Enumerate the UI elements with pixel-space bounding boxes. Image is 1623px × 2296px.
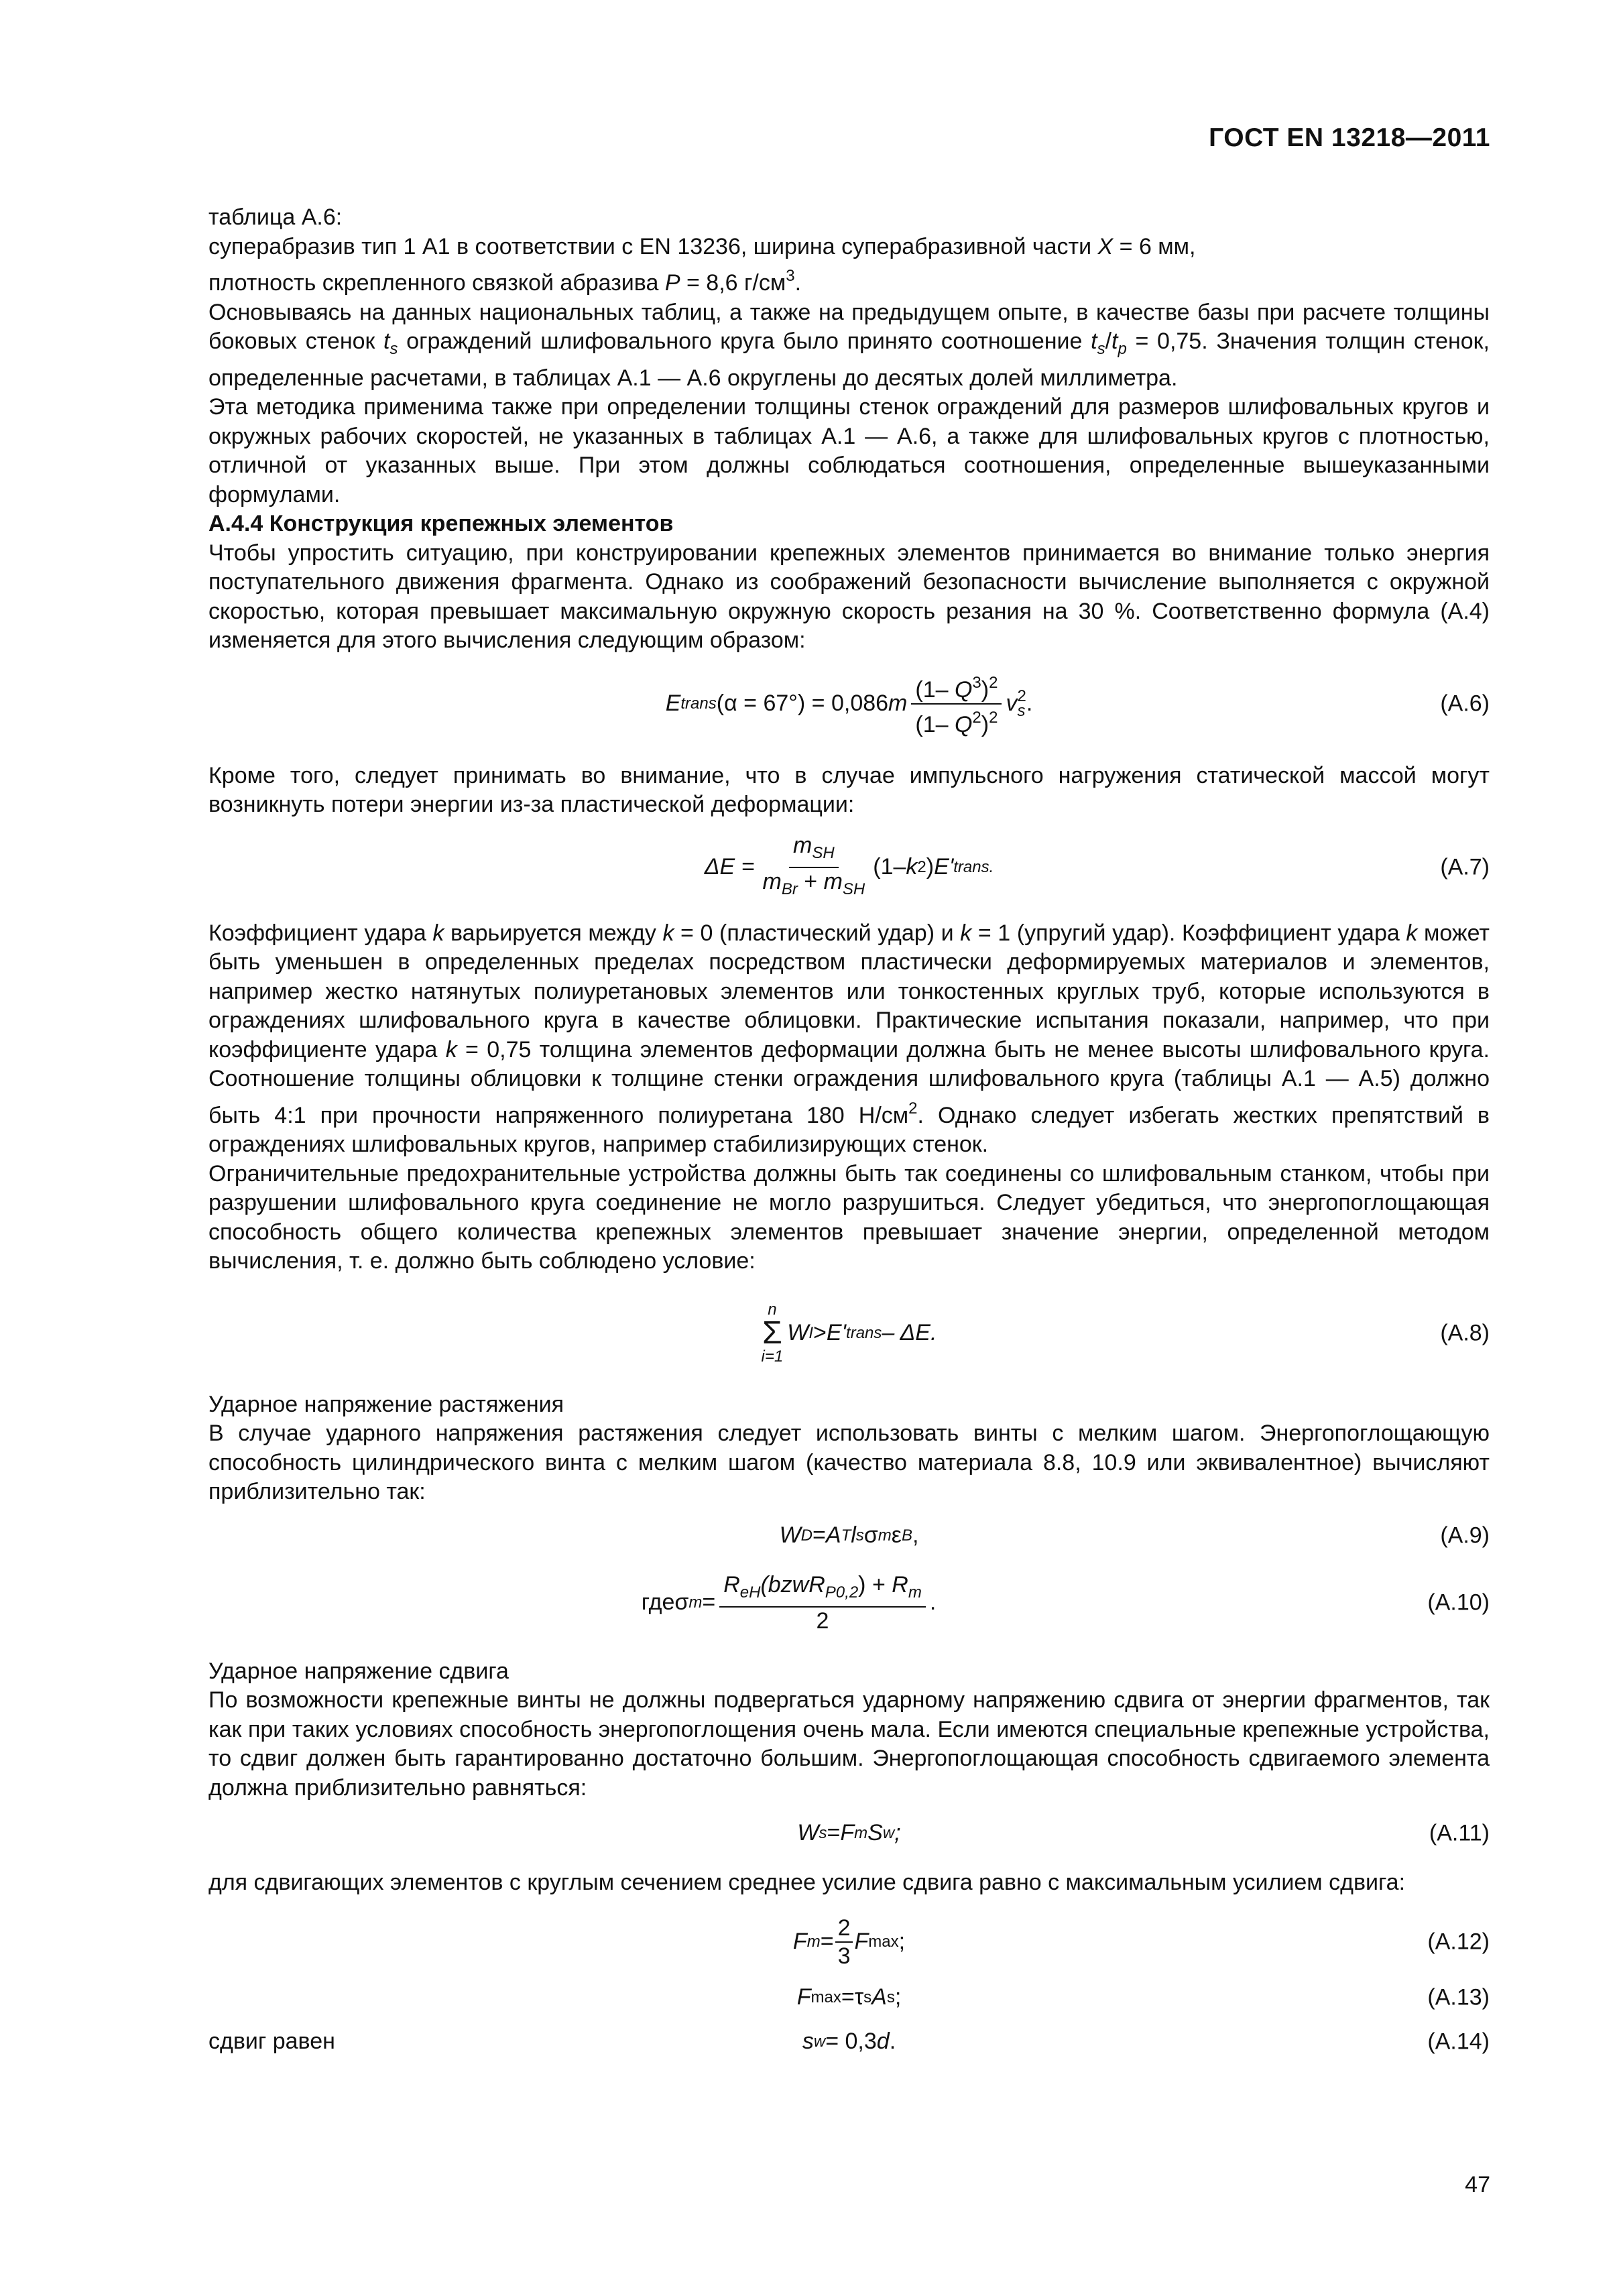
- text: Σ: [762, 1315, 782, 1351]
- text: =: [820, 1928, 834, 1954]
- text: k: [445, 1036, 457, 1063]
- text: I: [808, 1323, 814, 1342]
- text: s: [863, 1988, 872, 2006]
- text: k: [662, 920, 674, 946]
- text: s: [389, 340, 398, 358]
- text: (bzwR: [760, 1571, 825, 1597]
- text: trans.: [953, 857, 994, 876]
- script: [1017, 686, 1026, 720]
- text: σ: [863, 1522, 878, 1548]
- text: ): [926, 853, 935, 880]
- text: Br: [781, 880, 798, 898]
- fraction: [835, 1915, 853, 1970]
- text: (1–: [873, 853, 906, 880]
- text: eH: [739, 1583, 761, 1602]
- summation: [762, 1302, 784, 1365]
- text: . Однако следует избегать жестких препятствий в ограждениях шлифовальных кругов, например стабилизирующих стенок.: [208, 1102, 1490, 1157]
- text: s: [819, 1824, 827, 1843]
- text: D: [800, 1526, 813, 1545]
- text: 2: [908, 1099, 918, 1117]
- text: ограждений шлифовального круга было принято соотношение: [398, 328, 1091, 354]
- equation-body: [793, 1915, 905, 1970]
- paragraph: Чтобы упростить ситуацию, при конструировании крепежных элементов принимается во внимание только энергия поступательного движения фрагмента. Однако из соображений безопасности вычисление выполняется с окружной скоростью, которая превышает максимальную окружную скорость резания на 30 %. Соответственно формула (А.4) изменяется для этого вычисления следующим образом:: [208, 540, 1490, 653]
- equation-number: (А.13): [1427, 1984, 1490, 2010]
- text: t: [1111, 328, 1118, 354]
- text: 3: [786, 267, 795, 285]
- text: s: [1097, 340, 1105, 358]
- numerator: [789, 832, 839, 868]
- text: Q: [954, 676, 973, 703]
- equation-body: [797, 1819, 900, 1848]
- denominator: 3: [837, 1943, 851, 1969]
- text: k: [960, 920, 972, 946]
- equation-number: (А.10): [1427, 1589, 1490, 1615]
- paragraph: По возможности крепежные винты не должны подвергаться ударному напряжению сдвига от энергии фрагментов, так как при таких условиях способность энергопоглощения очень мала. Если имеются специальные крепежные устройства, то сдвиг должен быть гарантированно достаточно большим. Энергопоглощающая способность сдвигаемого элемента должна приблизительно равняться:: [208, 1687, 1490, 1801]
- text: m: [823, 868, 843, 894]
- text: ,: [912, 1522, 919, 1548]
- text: max: [868, 1932, 899, 1951]
- equation-a9: [208, 1512, 1490, 1559]
- numerator: [911, 670, 1002, 705]
- equation-body: [797, 1983, 902, 2012]
- document-header: ГОСТ EN 13218—2011: [1209, 123, 1490, 152]
- text: плотность скрепленного связкой абразива: [208, 270, 665, 296]
- text: (1–: [915, 676, 955, 703]
- text: ) +: [858, 1571, 892, 1597]
- fraction: [911, 670, 1002, 738]
- text: SH: [842, 880, 865, 898]
- text: k: [1406, 920, 1418, 946]
- text: =: [813, 1522, 826, 1548]
- text: s: [886, 1988, 895, 2006]
- text: d: [876, 2028, 890, 2054]
- text: τ: [854, 1984, 864, 2010]
- text: >: [813, 1319, 827, 1345]
- text: m: [793, 832, 813, 858]
- text: W: [787, 1319, 809, 1345]
- text: s: [1017, 701, 1026, 720]
- equation-a7: [208, 831, 1490, 904]
- equation-number: (А.9): [1440, 1522, 1490, 1548]
- paragraph: Кроме того, следует принимать во внимание, что в случае импульсного нагружения статической массой могут возникнуть потери энергии из-за пластической деформации:: [208, 762, 1490, 817]
- text: =: [841, 1984, 855, 2010]
- equation-a11: [208, 1809, 1490, 1858]
- text: – ΔE.: [882, 1319, 937, 1345]
- text: (α = 67°) = 0,086: [716, 690, 889, 716]
- text: =: [827, 1820, 841, 1846]
- text: W: [797, 1820, 819, 1846]
- text: σ: [674, 1589, 689, 1615]
- equation-number: (А.8): [1440, 1319, 1490, 1345]
- text: B: [901, 1526, 912, 1545]
- text: 2: [1017, 686, 1026, 705]
- equation-a14: [208, 2020, 1490, 2064]
- numerator: 2: [835, 1915, 853, 1943]
- text: w: [813, 2032, 826, 2051]
- text: ): [981, 676, 989, 703]
- text-line: [208, 233, 1490, 262]
- equation-number: (А.6): [1440, 690, 1490, 716]
- text: A: [871, 1984, 887, 2010]
- text: .: [794, 270, 802, 296]
- equation-number: (А.12): [1427, 1928, 1490, 1954]
- text: k: [432, 920, 444, 946]
- text: t: [1091, 328, 1097, 354]
- text: trans: [680, 694, 717, 713]
- text: i=1: [761, 1347, 784, 1366]
- text: R: [723, 1571, 740, 1597]
- text: F: [840, 1820, 855, 1846]
- fraction: [719, 1571, 926, 1634]
- text: m: [762, 868, 782, 894]
- text-line: [208, 203, 1490, 233]
- subheading: Ударное напряжение сдвига: [208, 1658, 509, 1684]
- text: ;: [894, 1984, 902, 2010]
- text: Q: [954, 711, 973, 737]
- text: m: [888, 690, 908, 716]
- text: p: [1118, 340, 1127, 358]
- text: = 0,3: [825, 2028, 877, 2054]
- text: .: [889, 2028, 896, 2054]
- paragraph: Эта методика применима также при определении толщины стенок ограждений для размеров шлифовальных кругов и окружных рабочих скоростей, не указанных в таблицах А.1 — А.6, а также для шлифовальных кругов с плотностью, отличной от указанных выше. При этом должны соблюдаться соотношения, определенные вышеуказанными формулами.: [208, 394, 1490, 507]
- equation-a13: [208, 1976, 1490, 2020]
- text: варьируется между: [444, 920, 663, 946]
- text: .: [929, 1589, 937, 1615]
- paragraph: [208, 919, 1490, 1160]
- text: l: [851, 1522, 856, 1548]
- text: s: [855, 1526, 864, 1545]
- text: n: [768, 1300, 777, 1319]
- text: где: [641, 1589, 675, 1615]
- equation-body: [780, 1521, 919, 1551]
- text: ;: [894, 1820, 901, 1846]
- text: =: [702, 1589, 716, 1615]
- paragraph: для сдвигающих элементов с круглым сечением среднее усилие сдвига равно с максимальным усилием сдвига:: [208, 1870, 1406, 1895]
- equation-body: [762, 1302, 937, 1365]
- text: = 0 (пластический удар) и: [674, 920, 961, 946]
- text: = 1 (упругий удар). Коэффициент удара: [971, 920, 1406, 946]
- text: v: [1006, 690, 1018, 716]
- text: +: [797, 868, 824, 894]
- text: trans: [846, 1323, 882, 1342]
- text: ε: [891, 1522, 902, 1548]
- text: S: [867, 1820, 883, 1846]
- paragraph: [208, 298, 1490, 394]
- text: сдвиг равен: [208, 2028, 335, 2054]
- text: ΔE =: [704, 853, 755, 880]
- equation-a10: [208, 1566, 1490, 1640]
- text: = 6 мм,: [1113, 233, 1196, 259]
- text: = 0,75. Значения толщин стенок, определенные расчетами, в таблицах А.1 — А.6 округлены до десятых долей миллиметра.: [208, 328, 1490, 391]
- text: ): [981, 711, 989, 737]
- text: Коэффициент удара: [208, 920, 433, 946]
- text: E': [934, 853, 954, 880]
- text: t: [383, 328, 390, 354]
- text: SH: [812, 843, 835, 862]
- text-line: [208, 261, 1490, 298]
- text: ;: [898, 1928, 906, 1954]
- paragraph: В случае ударного напряжения растяжения следует использовать винты с мелким шагом. Энергопоглощающую способность цилиндрического винта с мелким шагом (качество материала 8.8, 10.9 или эквивалентное) вычисляют приблизительно так:: [208, 1421, 1490, 1504]
- denominator: 2: [816, 1608, 829, 1634]
- equation-number: (А.14): [1427, 2028, 1490, 2054]
- document-body: [208, 203, 1490, 2064]
- numerator: [719, 1571, 926, 1608]
- text: w: [882, 1824, 895, 1843]
- equation-number: (А.11): [1429, 1820, 1490, 1846]
- paragraph: Ограничительные предохранительные устройства должны быть так соединены со шлифовальным станком, чтобы при разрушении шлифовального круга соединение не могло разрушиться. Следует убедиться, что энергопоглощающая способность общего количества крепежных элементов превышает значение энергии, определенной методом вычисления, т. е. должно быть соблюдено условие:: [208, 1160, 1490, 1274]
- text: m: [908, 1583, 922, 1602]
- text: max: [810, 1988, 841, 2006]
- text: 2: [972, 708, 981, 727]
- section-heading: А.4.4 Конструкция крепежных элементов: [208, 511, 674, 536]
- text: E: [665, 690, 681, 716]
- text: = 8,6 г/см: [680, 270, 786, 296]
- text: s: [802, 2028, 814, 2054]
- text: может быть уменьшен в определенных пределах посредством пластически деформируемых материалов и элементов, например жестко натянутых полиуретановых элементов или тонкостенных круглых труб, которые используются в ограждениях шлифовального круга в качестве облицовки. Практические испытания показали, например, что при коэффициенте удара: [208, 920, 1490, 1063]
- subheading: Ударное напряжение растяжения: [208, 1391, 564, 1417]
- text: P0,2: [825, 1583, 859, 1602]
- text: таблица А.6:: [208, 204, 343, 230]
- text: F: [792, 1928, 807, 1954]
- text: F: [854, 1928, 869, 1954]
- fraction: [759, 832, 869, 903]
- text: (1–: [915, 711, 955, 737]
- equation-a12: [208, 1909, 1490, 1976]
- text: m: [688, 1593, 703, 1612]
- text: 2: [989, 673, 998, 692]
- equation-number: (А.7): [1440, 853, 1490, 880]
- text: m: [854, 1824, 868, 1843]
- text: /: [1105, 328, 1112, 354]
- page-number: 47: [1465, 2172, 1490, 2197]
- text: F: [796, 1984, 811, 2010]
- text: суперабразив тип 1 А1 в соответствии с EN 13236, ширина суперабразивной части: [208, 233, 1098, 259]
- equation-a6: [208, 666, 1490, 741]
- text: m: [806, 1932, 821, 1951]
- equation-body: [642, 1571, 937, 1634]
- equation-body: [802, 2027, 896, 2057]
- text: W: [779, 1522, 801, 1548]
- text: R: [892, 1571, 908, 1597]
- equation-a8: [208, 1290, 1490, 1377]
- denominator: [759, 868, 869, 903]
- text: E': [826, 1319, 847, 1345]
- text: 2: [989, 708, 998, 727]
- text: .: [1026, 690, 1033, 716]
- text: m: [878, 1526, 892, 1545]
- text: P: [664, 270, 680, 296]
- text: A: [825, 1522, 841, 1548]
- equation-body: [705, 832, 994, 903]
- text: = 0,75 толщина элементов деформации должна быть не менее высоты шлифовального круга. Соотношение толщины облицовки к толщине стенки ограждения шлифовального круга (таблицы А.1 — А.5) должно быть 4:1 при прочности напряженного полиуретана 180 Н/см: [208, 1036, 1490, 1128]
- text: k: [906, 853, 918, 880]
- text: T: [841, 1526, 851, 1545]
- text: 3: [972, 673, 981, 692]
- text: Основываясь на данных национальных таблиц, а также на предыдущем опыте, в качестве базы при расчете толщины боковых стенок: [208, 299, 1490, 354]
- text: 2: [917, 857, 926, 876]
- equation-body: [666, 670, 1033, 738]
- text: X: [1097, 233, 1114, 259]
- denominator: [911, 705, 1002, 738]
